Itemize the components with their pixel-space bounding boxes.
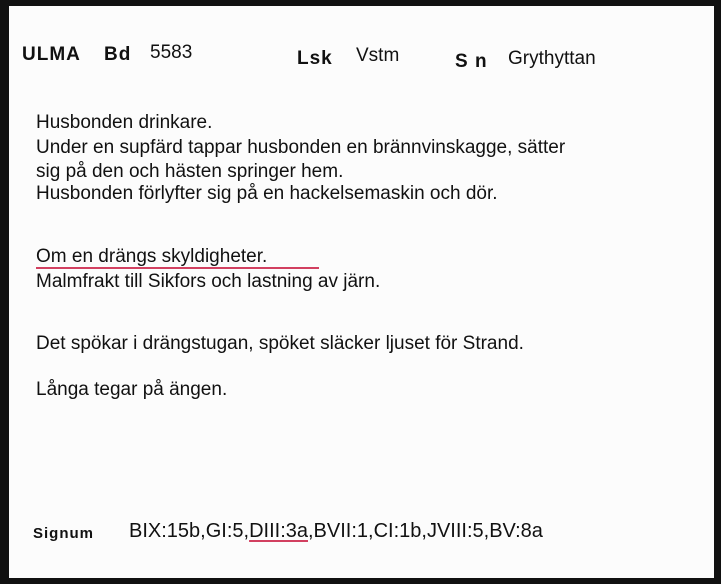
body-line-heading: Om en drängs skyldigheter. [36,246,268,267]
parish-value: Grythyttan [508,48,596,69]
body-line: sig på den och hästen springer hem. [36,161,344,182]
province-label: Lsk [297,48,333,69]
body-line: Husbonden förlyfter sig på en hackelsemaskin och dör. [36,183,498,204]
card-border-right [714,0,721,584]
volume-label: Bd [104,44,132,65]
parish-label: S n [455,51,488,72]
red-underline-mark [36,267,319,269]
archive-code: ULMA [22,44,81,65]
signum-codes-before: BIX:15b,GI:5, [129,520,250,542]
signum-label: Signum [33,525,94,542]
body-line: Husbonden drinkare. [36,112,213,133]
province-value: Vstm [356,45,400,66]
signum-codes-after: ,BVII:1,CI:1b,JVIII:5,BV:8a [308,520,543,542]
body-line: Malmfrakt till Sikfors och lastning av järn. [36,271,381,292]
body-line: Under en supfärd tappar husbonden en brännvinskagge, sätter [36,137,566,158]
card-border-bottom [0,578,721,584]
body-line: Långa tegar på ängen. [36,379,228,400]
signum-code-marked: DIII:3a [249,520,308,542]
signum-value [129,520,543,543]
card-border-left [0,0,9,584]
body-line: Det spökar i drängstugan, spöket släcker ljuset för Strand. [36,333,524,354]
card-border-top [0,0,721,6]
volume-value: 5583 [150,42,193,63]
